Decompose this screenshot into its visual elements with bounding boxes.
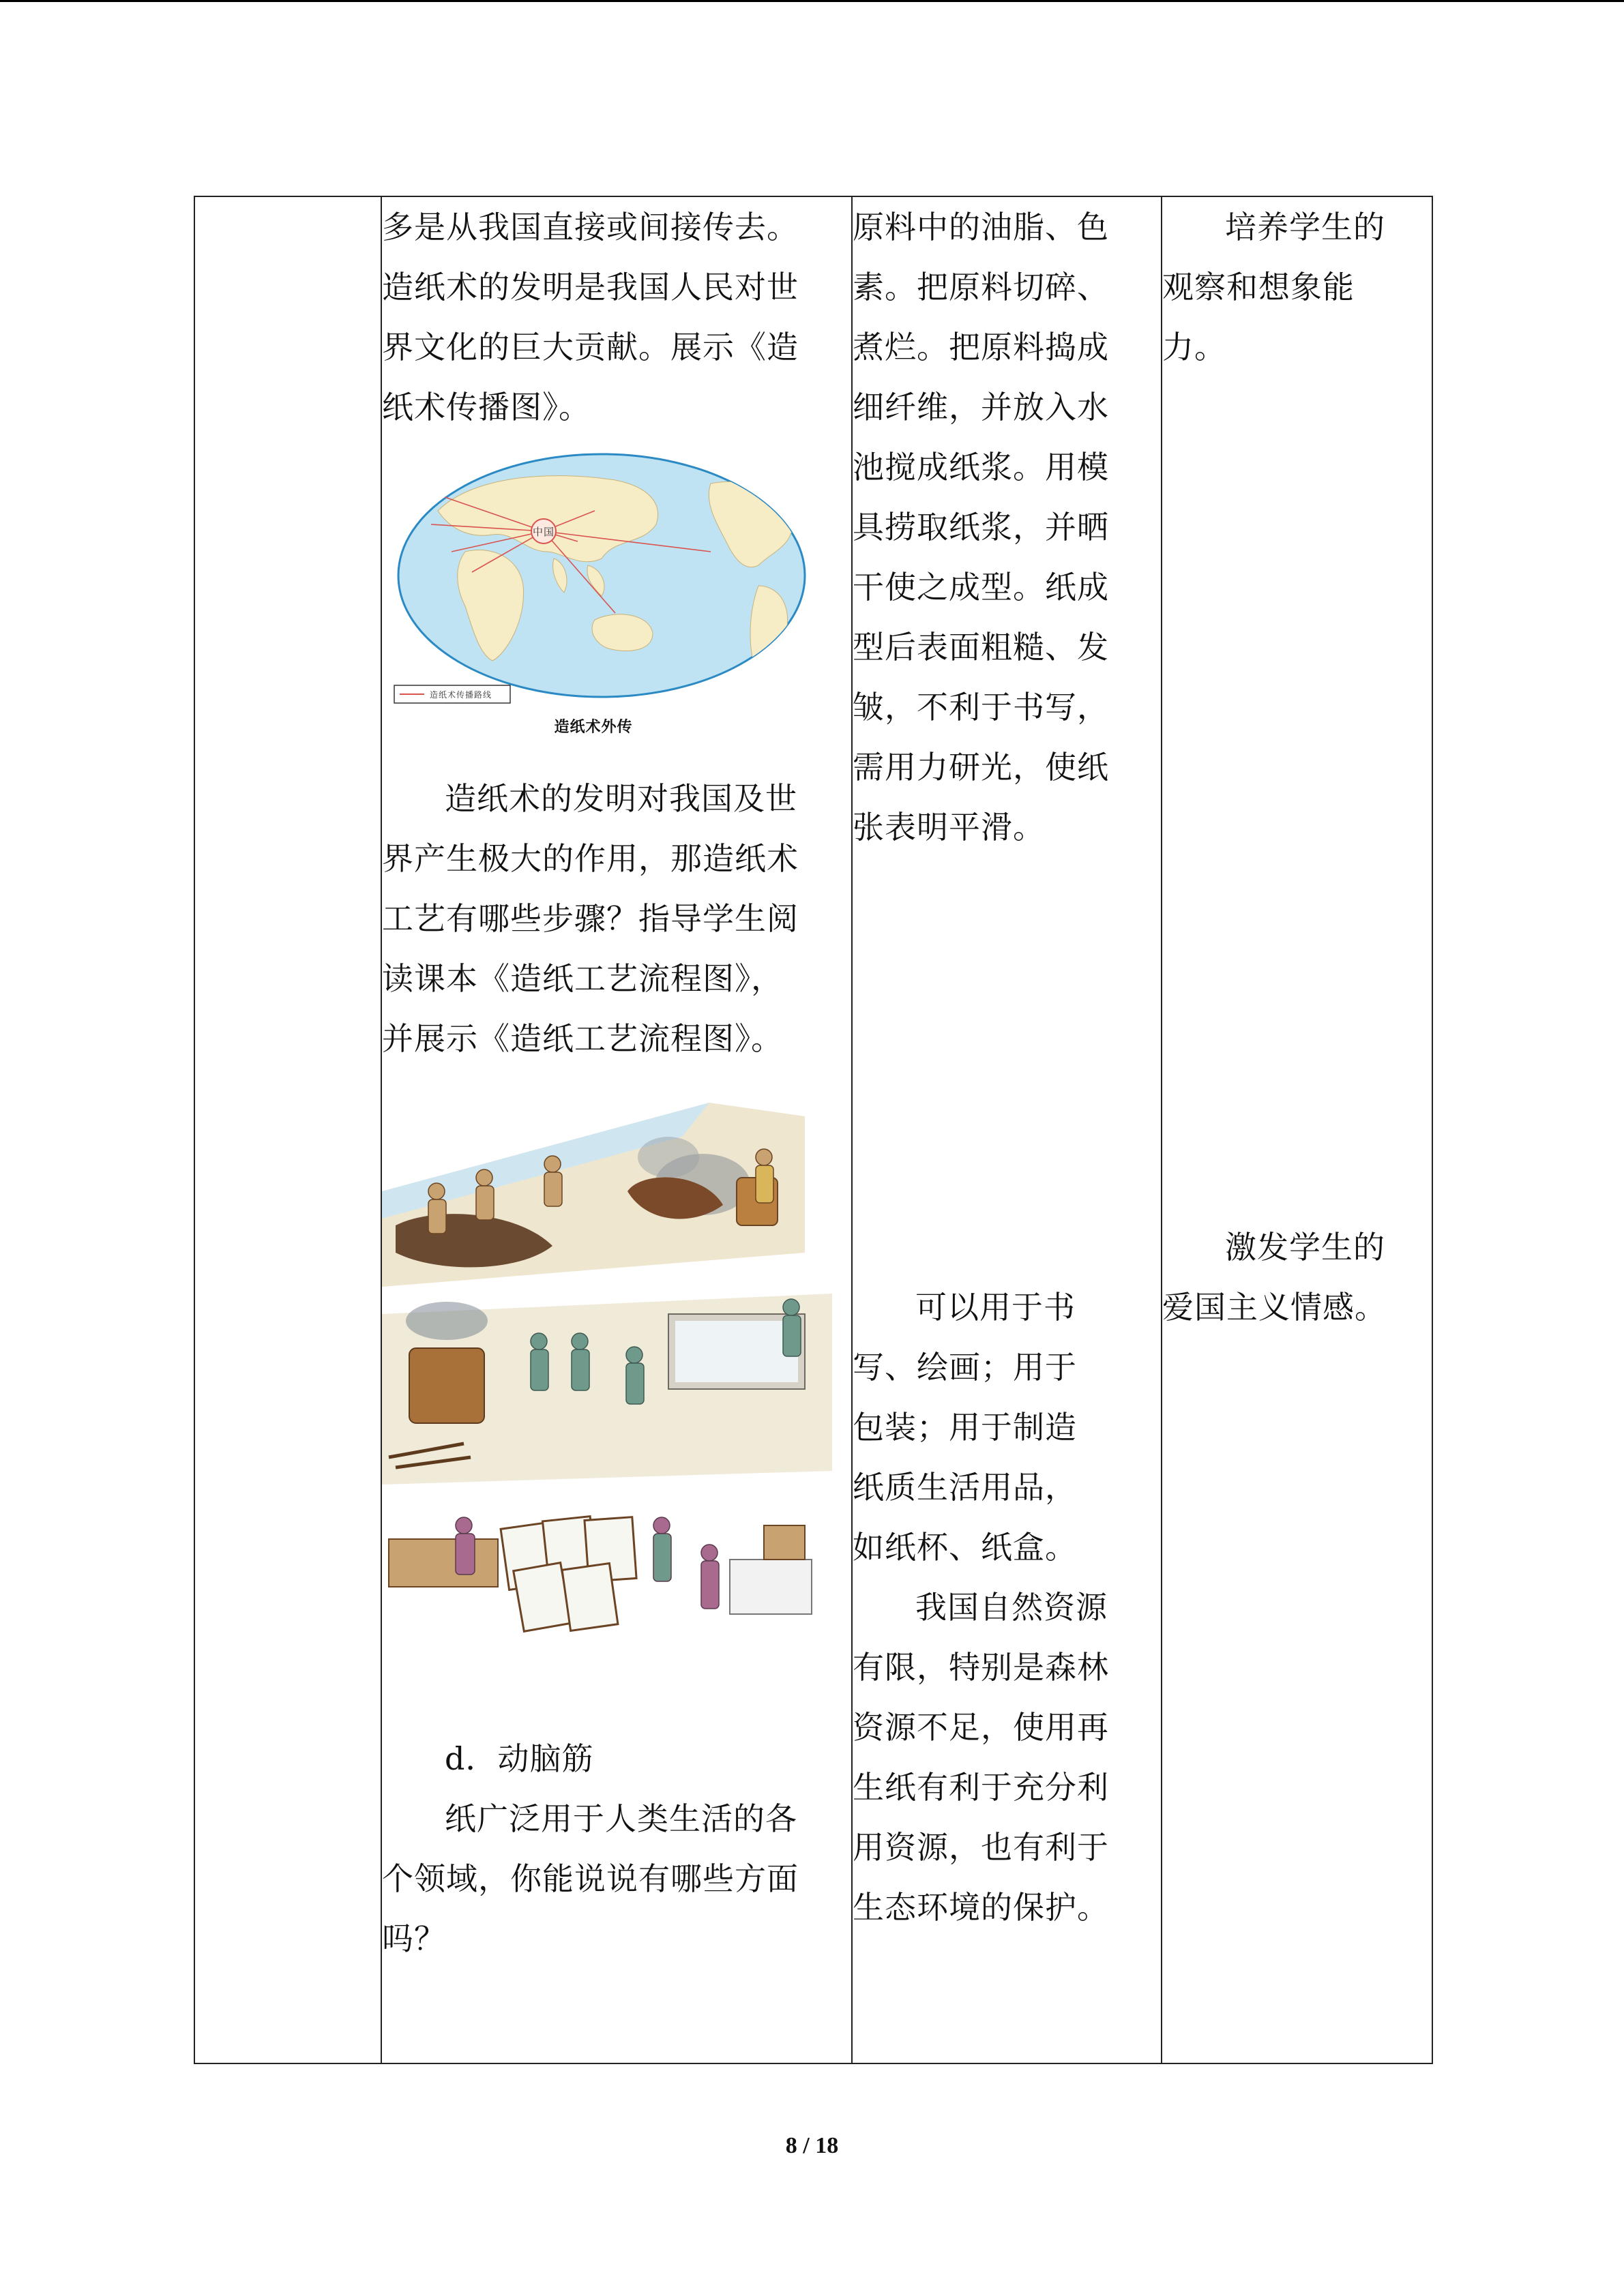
page-number: 8 / 18: [785, 2133, 839, 2158]
top-border-line: [0, 0, 1624, 2]
map-legend-label: 造纸术传播路线: [430, 690, 492, 700]
column-student-activity-cell: [852, 196, 1162, 2063]
student-paragraph-3: 我国自然资源有限，特别是森林资源不足，使用再生纸有利于充分利用资源，也有利于生态环境的保护。: [853, 1589, 1109, 1926]
map-caption: 造纸术外传: [554, 718, 633, 736]
paper-spread-map-figure: [390, 449, 813, 715]
intent-paragraph-1: 培养学生的观察和想象能力。: [1162, 209, 1385, 366]
column-stage-cell: [194, 196, 381, 2063]
student-paragraph-2: 可以用于书写、绘画；用于包装；用于制造纸质生活用品，如纸杯、纸盒。: [853, 1289, 1077, 1566]
student-paragraph-1: 原料中的油脂、色素。把原料切碎、煮烂。把原料捣成细纤维，并放入水池搅成纸浆。用模具捞取纸浆，并晒干使之成型。纸成型后表面粗糙、发皱，不利于书写，需用力研光，使纸张表明平滑。: [853, 209, 1109, 846]
section-d-heading: d．动脑筋: [445, 1740, 594, 1777]
intent-paragraph-2: 激发学生的爱国主义情感。: [1162, 1229, 1387, 1326]
teacher-paragraph-3: 纸广泛用于人类生活的各个领域，你能说说有哪些方面吗？: [382, 1800, 799, 1957]
papermaking-process-illustration: [382, 1089, 832, 1641]
teacher-paragraph-1: 多是从我国直接或间接传去。造纸术的发明是我国人民对世界文化的巨大贡献。展示《造纸术传播图》。: [382, 209, 799, 426]
teacher-paragraph-2: 造纸术的发明对我国及世界产生极大的作用，那造纸术工艺有哪些步骤？指导学生阅读课本《造纸工艺流程图》，并展示《造纸工艺流程图》。: [382, 780, 799, 1057]
column-teacher-activity-cell: [381, 196, 852, 2063]
map-center-label: 中国: [532, 526, 555, 538]
column-design-intent-cell: [1162, 196, 1432, 2063]
lesson-plan-table: [194, 196, 1433, 2064]
